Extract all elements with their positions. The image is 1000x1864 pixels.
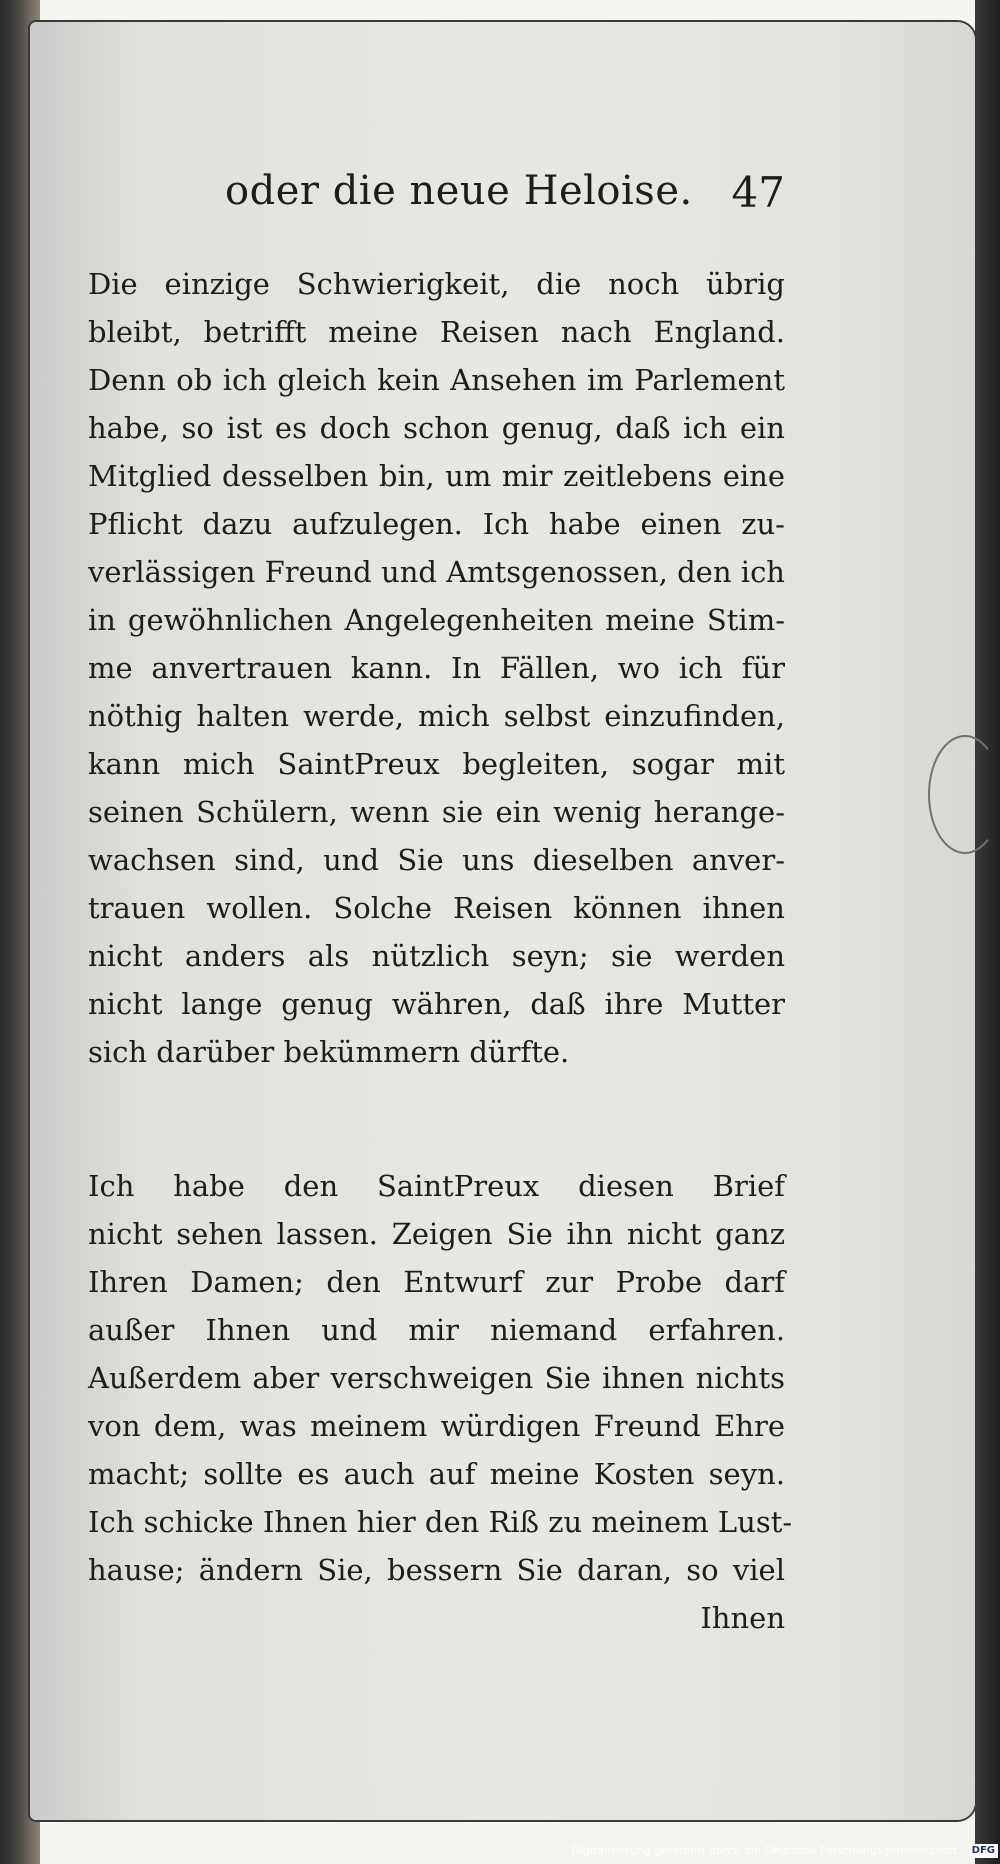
text-line: sich darüber bekümmern dürfte. [88,1035,570,1069]
text-line: macht; sollte es auch auf meine Kosten seyn. [88,1457,785,1491]
page-edge-shadow [975,0,1000,1864]
text-line: verlässigen Freund und Amtsgenossen, den ich [88,555,785,589]
text-line: Ich schicke Ihnen hier den Riß zu meinem Lust- [88,1505,793,1539]
credit-text: Digitalisierung gefördert durch die Deutsche Forschungsgemeinschaft - [571,1844,965,1857]
facing-page-bleed [0,260,36,1460]
text-line: seinen Schülern, wenn sie ein wenig herange- [88,795,785,829]
text-line: in gewöhnlichen Angelegenheiten meine Stim- [88,603,785,637]
text-line: hause; ändern Sie, bessern Sie daran, so viel [88,1553,785,1587]
text-line: nicht sehen lassen. Zeigen Sie ihn nicht ganz [88,1217,785,1251]
text-line: bleibt, betrifft meine Reisen nach England. [88,315,785,349]
text-line: habe, so ist es doch schon genug, daß ich ein [88,411,785,445]
text-line: nicht anders als nützlich seyn; sie werden [88,939,785,973]
text-line: trauen wollen. Solche Reisen können ihnen [88,891,785,925]
text-line: Mitglied desselben bin, um mir zeitlebens eine [88,459,785,493]
text-line: kann mich SaintPreux begleiten, sogar mit [88,747,785,781]
text-line: Denn ob ich gleich kein Ansehen im Parlement [88,363,785,397]
text-line: von dem, was meinem würdigen Freund Ehre [88,1409,785,1443]
paragraph-gap [88,1076,785,1162]
text-line: Ihren Damen; den Entwurf zur Probe darf [88,1265,785,1299]
text-line: außer Ihnen und mir niemand erfahren. [88,1313,785,1347]
page-clip-mark [928,735,1000,854]
digitization-credit [560,1841,998,1861]
dfg-logo-icon: DFG [969,1844,998,1858]
text-line: Die einzige Schwierigkeit, die noch übrig [88,267,785,301]
text-line: me anvertrauen kann. In Fällen, wo ich für [88,651,785,685]
body-text [88,260,793,1642]
catchword: Ihnen [700,1601,785,1635]
paragraph-1 [88,260,785,1076]
paragraph-2 [88,1162,793,1642]
running-head: oder die neue Heloise. [225,168,693,214]
page-number: 47 [731,168,785,217]
text-line: Pflicht dazu aufzulegen. Ich habe einen zu- [88,507,785,541]
page-header [225,168,785,218]
text-line: Außerdem aber verschweigen Sie ihnen nichts [88,1361,785,1395]
text-line: nöthig halten werde, mich selbst einzufinden, [88,699,785,733]
text-line: wachsen sind, und Sie uns dieselben anver- [88,843,785,877]
text-line: nicht lange genug währen, daß ihre Mutter [88,987,785,1021]
text-line: Ich habe den SaintPreux diesen Brief [88,1169,785,1203]
